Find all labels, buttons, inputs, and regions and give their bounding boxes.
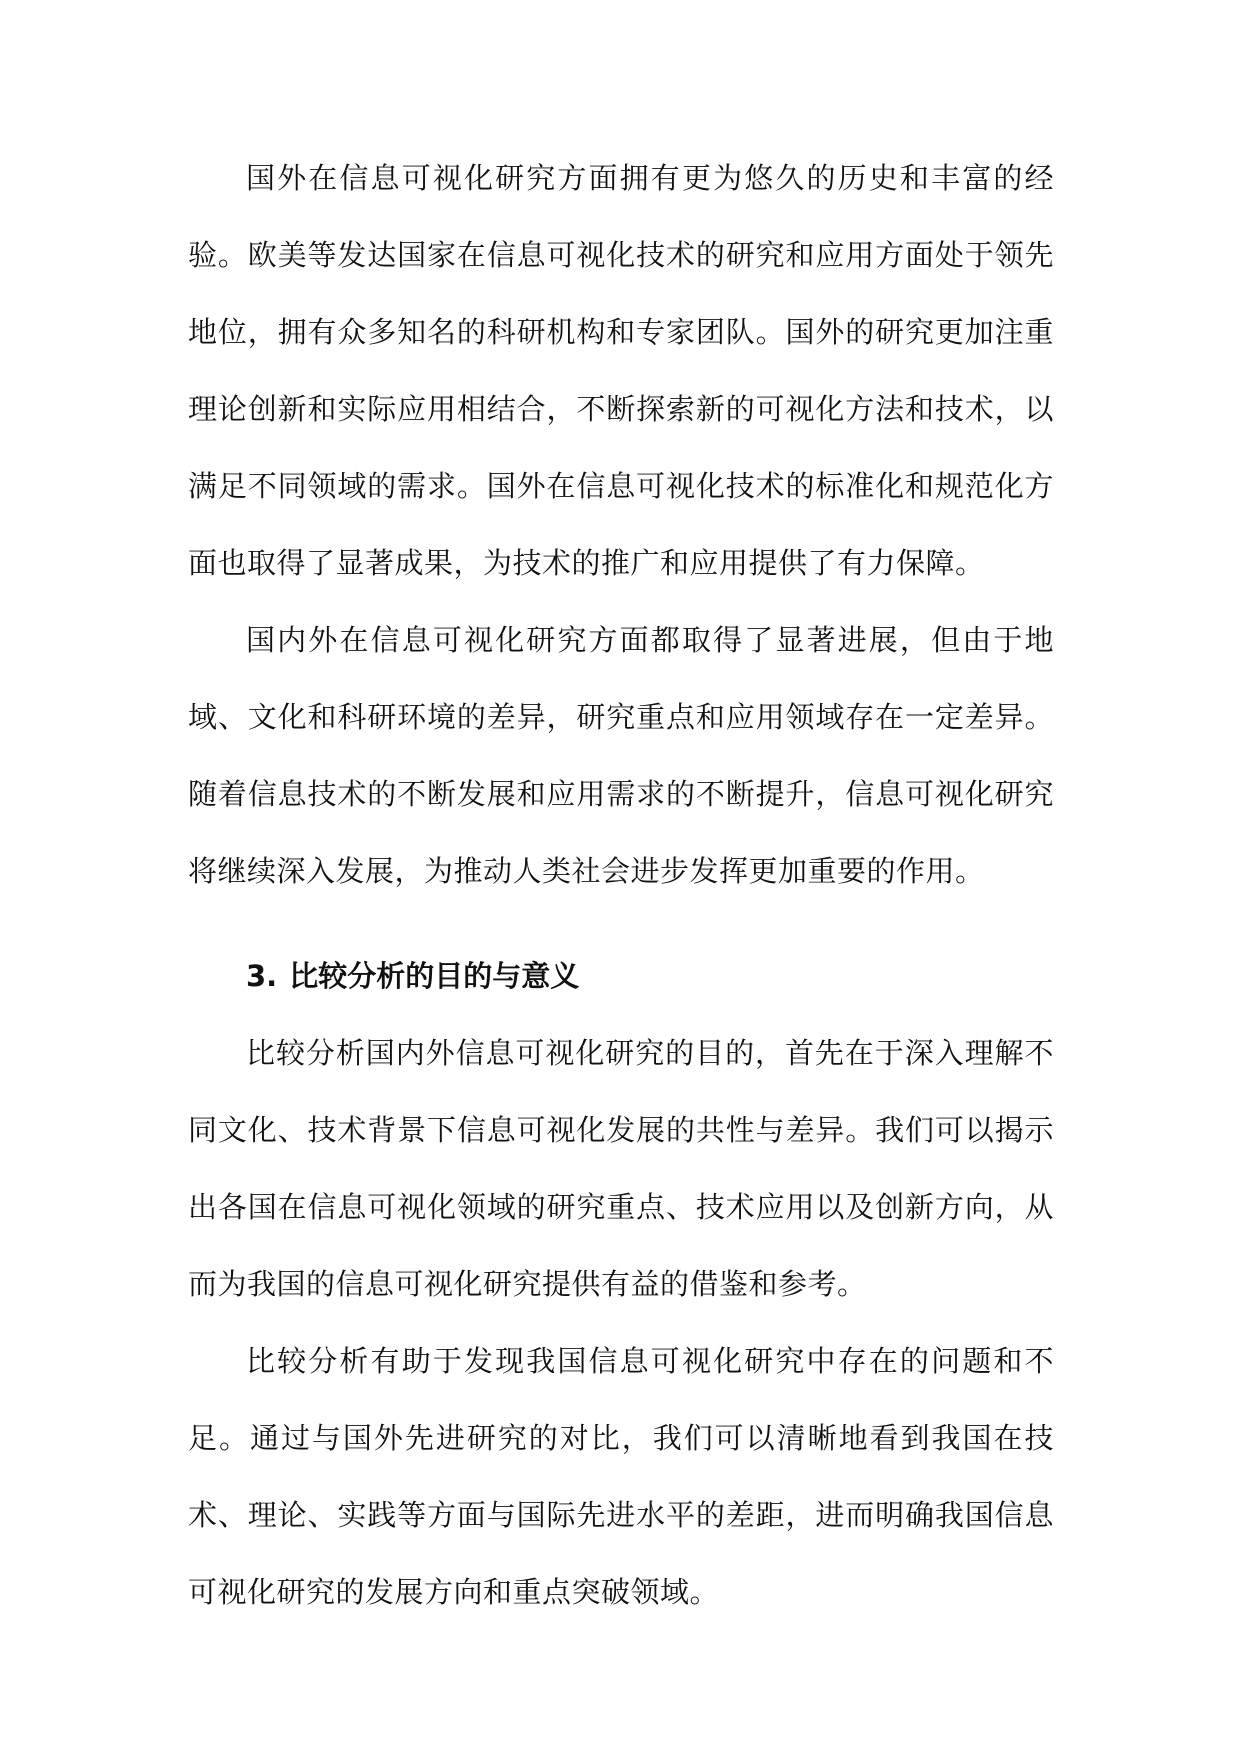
paragraph-foreign-research: 国外在信息可视化研究方面拥有更为悠久的历史和丰富的经验。欧美等发达国家在信息可视化技术的研究和应用方面处于领先地位，拥有众多知名的科研机构和专家团队。国外的研究更加注重理论创新和实际应用相结合，不断探索新的可视化方法和技术，以满足不同领域的需求。国外在信息可视化技术的标准化和规范化方面也取得了显著成果，为技术的推广和应用提供了有力保障。 xyxy=(188,161,1054,580)
section-heading xyxy=(188,938,1054,1015)
paragraph-comparison-significance: 比较分析有助于发现我国信息可视化研究中存在的问题和不足。通过与国外先进研究的对比，我们可以清晰地看到我国在技术、理论、实践等方面与国际先进水平的差距，进而明确我国信息可视化研究的发展方向和重点突破领域。 xyxy=(188,1344,1054,1609)
section-title: 比较分析的目的与意义 xyxy=(289,959,580,993)
paragraph-domestic-foreign-summary: 国内外在信息可视化研究方面都取得了显著进展，但由于地域、文化和科研环境的差异，研究重点和应用领域存在一定差异。随着信息技术的不断发展和应用需求的不断提升，信息可视化研究将继续深入发展，为推动人类社会进步发挥更加重要的作用。 xyxy=(188,623,1054,888)
paragraph-comparison-purpose: 比较分析国内外信息可视化研究的目的，首先在于深入理解不同文化、技术背景下信息可视化发展的共性与差异。我们可以揭示出各国在信息可视化领域的研究重点、技术应用以及创新方向，从而为我国的信息可视化研究提供有益的借鉴和参考。 xyxy=(188,1036,1054,1301)
document-body xyxy=(188,140,1054,1631)
section-number: 3. xyxy=(246,959,278,993)
